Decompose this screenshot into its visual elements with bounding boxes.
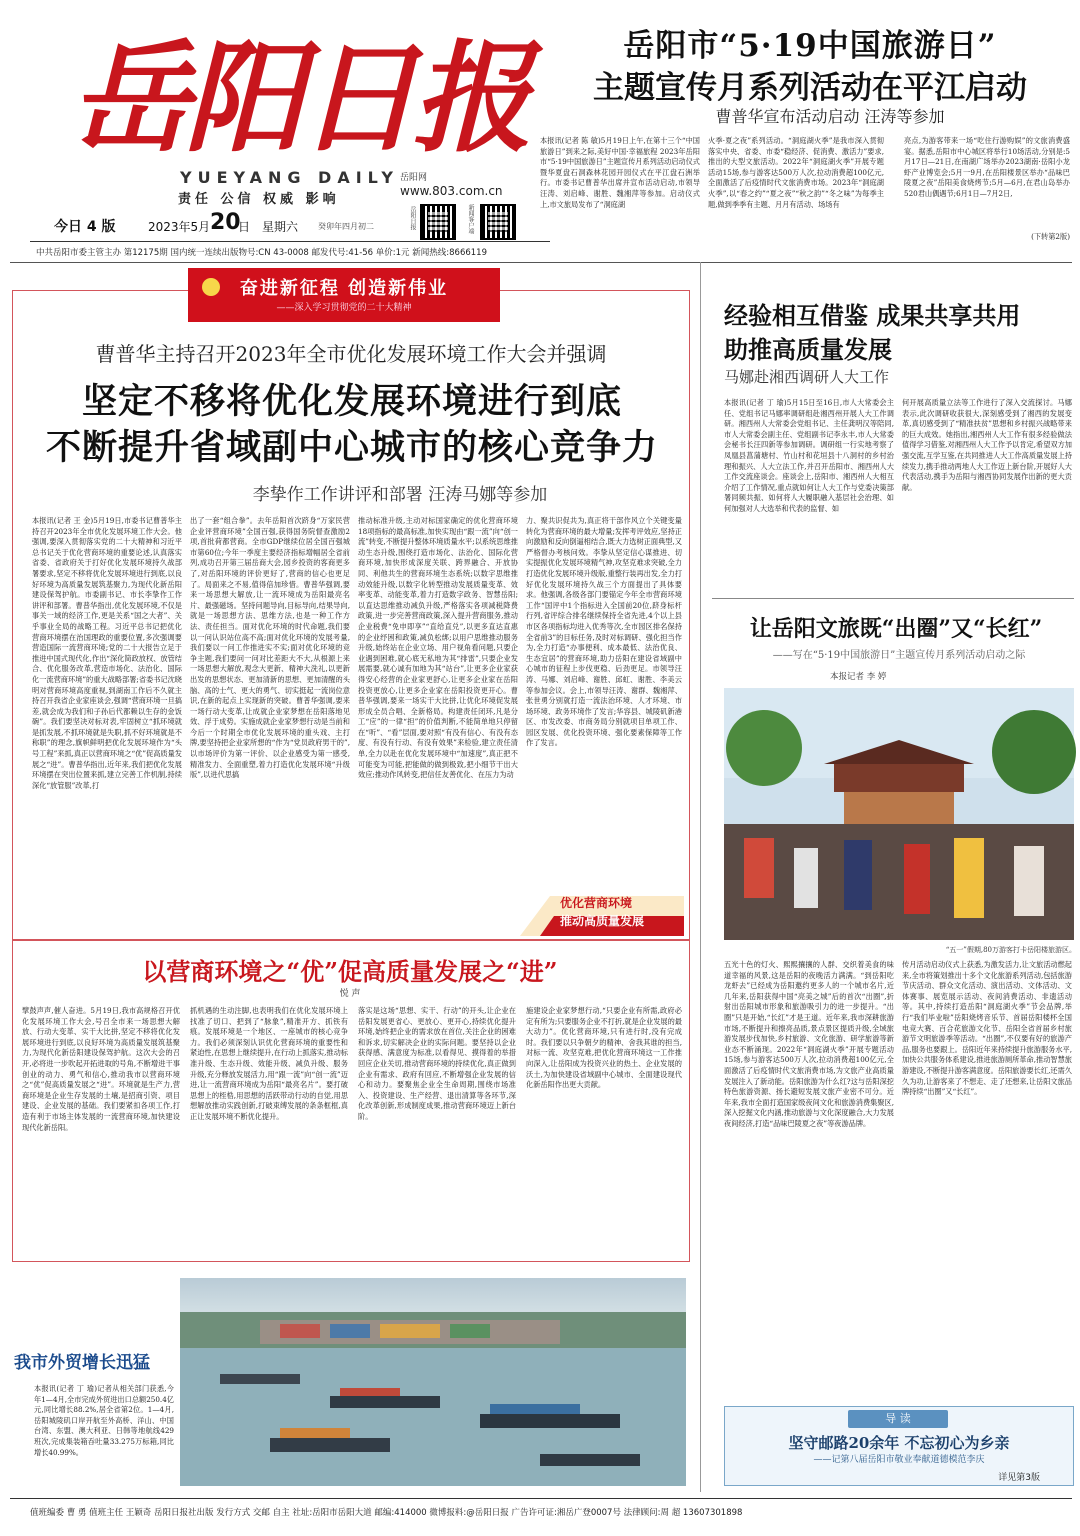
publication-info: 中共岳阳市委主管主办 第12175期 国内统一连续出版物号:CN 43-0008 邮发代号:41-56 单价:1元 新闻热线:8666119	[36, 248, 487, 258]
qr-label-1: 岳阳日报	[409, 206, 416, 230]
main-story-subhead: 李挚作工作讲评和部署 汪涛马娜等参加	[252, 485, 548, 505]
top-story-col-2: 火季·夏之夜”系列活动。“洞庭湖火季”是我市深入贯彻落实中央、省委、市委“稳经济、促消费、激活力”要求,推出的大型文旅活动。2022年“洞庭湖火季”开展专题活动15场,参与游客达500万人次,拉动消费超100亿元,全面激活了后疫情时代文旅消费市场。2023年“洞庭湖火季”,以“春之约”“夏之夜”“秋之韵”“冬之味”为每季主题,做到季季有主题、月月有活动、场场有	[708, 136, 884, 209]
site-url[interactable]: www.803.com.cn	[400, 184, 503, 198]
right-story-col-1: 本报讯(记者 丁 瑜)5月15日至16日,市人大常委会主任、党组书记马娜率调研组赴湘西州开展人大工作调研。湘西州人大常委会党组书记、主任龚明汉等陪同,市人大常委会副主任、党组副书记李永丰,市人大常委会秘书长汪四新等参加调研。调研组一行实地考察了凤凰县菖蒲塘村、竹山村和花垣县十八洞村的乡村治理和振兴、人大立法工作,并召开岳阳市、湘西州人大工作交流座谈会。座谈会上,岳阳市、湘西州人大相互介绍了工作情况,重点就如何让人大工作与党委决策部署同频共振、如何将人大履职融入基层社会治理、如何加强对人大选举和代表的监督、如	[724, 398, 894, 513]
masthead-logo	[70, 22, 526, 169]
right-story-subhead: 马娜赴湘西调研人大工作	[724, 368, 890, 386]
masthead-motto: 责任 公信 权威 影响	[178, 192, 340, 207]
commentary-col-3: 落实是这场“思想、实干、行动”的开头,让企业在岳阳发展更省心、更放心、更开心,持续优化提升环境,始终把企业的需求放在首位,关注企业的困难和诉求,切实解决企业的实际问题。要坚持以企业获得感、满意度为标准,以看得见、摸得着的举措回应企业关切,推动营商环境的持续优化,真正做到企业有需求、政府有回应,不断增强企业发展的信心和动力。要聚焦企业全生命周期,围绕市场准入、投资建设、生产经营、退出清算等各环节,深化改革创新,形成制度成果,推动营商环境迈上新台阶。	[358, 1006, 516, 1121]
commentary-headline[interactable]: 以营商环境之“优”促高质量发展之“进”	[142, 957, 558, 986]
guide-page-ref[interactable]: 详见第3版	[998, 1473, 1040, 1483]
qr-label-2: 新闻客户端	[467, 204, 474, 234]
corner-tag-line-2: 推动高质量发展	[560, 914, 645, 928]
dateline	[36, 210, 536, 240]
banner-title: 奋进新征程 创造新伟业	[239, 278, 449, 299]
lunar-date: 癸卯年四月初二	[318, 222, 374, 231]
main-story-col-3: 推动标准升级,主动对标国家确定的优化营商环境18项指标的最高标准,加快实现由“跟一流”向“创一流”转变,不断提升整体环境质量水平;以系统思维推动生态升级,围绕打造市场化、法治化、国际化营商环境,加快形成深度关联、跨界融合、开放协同、利他共生的营商环境生态系统;以数字思维推动效能升级,以数字化转型推动发展质量变革、效率变革、动能变革,着力打造数字政务、智慧岳阳;以直达思维推动减负升级,严格落实各项减税降费政策,进一步完善营商政策,深入提升营商服务,推动企业税费“免申即享”“直给直兑”,以更多直达直惠的企业纾困和政策,减负松绑;以用户思维推动服务升级,始终站在企业立场、用户视角看问题,只要企业遇到困难,就心底无私地为其“排雷”,只要企业发展需要,就心诚有加地为其“站台”,让更多企业家获得安心经营的企业家更舒心,让更多企业家在岳阳投资更放心,让更多企业家在岳阳投资更开心。曹普华强调,要来一场实干大比拼,让优化环境促发展形成全员合唱、全新格局。构建责任闭环,凡是分工“应”的一律“担”的价值判断,不能简单地只停留在“听”、“看”层面,要对照“有没有信心、有没有态度、有没有行动、有没有效果”来检验,建立责任清单,全力以赴在优化发展环境中“加速度”,真正把不可能变为可能,把能做的做到极致,把小细节干出大效应;推动作风转变,把信任友善优化、在压力为动	[358, 516, 518, 780]
guide-headline[interactable]: 坚守邮路20余年 不忘初心为乡亲	[788, 1434, 1010, 1452]
main-story-col-2: 出了一套“组合拳”。去年岳阳首次跻身“万家民营企业评营商环境”全国百强,获得国务院督查激励2项,首批荷都营商。全市GDP继续位居全国百强城市第60位;今年一季度主要经济指标增幅居全省前列,成功召开第三届岳商大会,园乡投资的客商更多了,对岳阳环境的评价更好了,营商的信心也更足了。局面来之不易,值得倍加珍惜。曹普华强调,要来一场思想大解放,让一流环境成为岳阳最亮名片、最强磁场。坚持问题导向,目标导向,结果导向,就是一场思想方法、思维方法,也是一种工作方法、责任担当。面对优化环境的时代命题,我们要以一问认识站位高不高;面对优化环境的发展考量,我们要以一问工作推进实不实;面对优化环境的竞争主题,我们要问一问对比差距大不大,从根源上来一场思想大解放,观念大更新、精神大洗礼,以更新出发的思想状态、更加清新的思想、更加清醒的头脑、高的士气、更大的勇气、切实挺起一流岗位意识,在新的起点上实现新的突破。曹普华强调,要来一场行动大变革,让成就企业家梦想在岳阳落地见效、浮于成势。实施成就企业家梦想行动是当前和今后一个时期全市优化发展环境的重头戏、主打牌,要坚持把企业家所想的“作为“党员政府男干的”,以市场评价为第一评价、以企业感受为第一感受,精准发力、全面重塑,着力打造优化发展环境“升级版”,以进代思搞	[190, 516, 350, 780]
date-year: 2023年5月	[148, 220, 211, 234]
culture-story-reporter: 本报记者 李 婷	[830, 672, 887, 682]
tourist-photo-caption: “五一”假期,80万游客打卡岳阳楼旅游区。	[945, 946, 1076, 954]
top-story-headline-1[interactable]: 岳阳市“5·19中国旅游日”	[623, 28, 997, 64]
right-story-headline-1[interactable]: 经验相互借鉴 成果共享共用	[724, 301, 1021, 330]
site-label: 岳阳网	[400, 173, 428, 183]
culture-story-col-1: 五光十色的灯火、熙熙攘攘的人群、交织着美食的味道幸福的风景,这是岳阳的夜晚活力满满。“到岳阳吃龙虾去”已经成为岳阳邀约更多人的一个城市名片,近几年来,岳阳获得中国“亮美之城”后的首次“出圈”,折射出岳阳城市形象和旅游吸引力的进一步提升。“出圈”只是开始,“长红”才是王道。近年来,我市深耕旅游市场,不断提升和擦亮品质,景点景区提质升级,全域旅游发展步伐加快,乡村旅游、文化旅游、研学旅游等新业态不断涌现。2022年“洞庭湖火季”开展专题活动15场,参与游客达500万人次,拉动消费超100亿元,全面激活了后疫情时代文旅消费市场,为文旅产业高质量发展注入了新动能。岳阳旅游为什么红?这与岳阳深挖特色旅游资源、扬长避短发展文旅产业密不可分。近年来,我市全面打造国家级夜间文化和旅游消费集聚区,深入挖掘文化内涵,推动旅游与文化深度融合,大力发展夜间经济,打造“品味巴陵夏之夜”等夜游品牌。	[724, 960, 894, 1128]
main-story-kicker: 曹普华主持召开2023年全市优化发展环境工作大会并强调	[95, 342, 607, 366]
culture-story-headline[interactable]: 让岳阳文旅既“出圈”又“长红”	[749, 616, 1043, 642]
culture-story-col-2: 传月活动启动仪式上获悉,为激发活力,让文旅活动燃起来,全市将策划推出十多个文化旅游系列活动,包括旅游节庆活动、群众文化活动、演出活动、文体活动、文体赛事、展览展示活动、夜间消费活动、非遗活动等。其中,持续打造岳阳“洞庭湖火季”节会品牌,举行“我们毕业啦”岳阳烧烤音乐节、首届岳阳楼杯全国电竞大赛、百合花旅游文化节、岳阳全省首届乡村旅游节文明旅游季等活动。“出圈”,不仅要有好的旅游产品,服务也要跟上。岳阳近年来持续提升旅游服务水平,加快公共服务体系建设,推进旅游厕所革命,推动智慧旅游建设,不断提升游客满意度。岳阳旅游要长红,还需久久为功,让游客来了不想走、走了还想来,让岳阳文旅品牌持续“出圈”又“长红”。	[902, 960, 1072, 1097]
banner-subtitle: ——深入学习贯彻党的二十大精神	[276, 303, 412, 313]
top-story-headline-2[interactable]: 主题宣传月系列活动在平江启动	[593, 70, 1027, 106]
main-story-col-1: 本报讯(记者 王 金)5月19日,市委书记曹普华主持召开2023年全市优化发展环境工作大会。他强调,要深入贯彻落实党的二十大精神和习近平总书记关于优化营商环境的重要论述,认真落实省委、省政府关于打好优化发展环境持久战部署要求,坚定不移将优化发展环境进行到底,以良好环境为高质量发展筑基聚力,为现代化新岳阳建设保驾护航。市委副书记、市长李挚作工作讲评和部署。曹普华指出,优化发展环境,不仅是事关一域的经济工作,更是关系“国之大者”、关乎事业全局的战略工程。习近平总书记把优化营商环境摆在治国理政的重要位置,多次强调要营造国际一流营商环境;党的二十大报告立足于推进中国式现代化,作出“深化简政放权、放管结合、优化服务改革,营造市场化、法治化、国际化一流营商环境”的重大战略部署;省委书记沈晓明对营商环境高度重视,到湖南工作后不久就主持召开我省企业家座谈会,强调“营商环境一旦搞差,就会成为我们和子孙后代都赖以生存的金饭碗”。我们要坚决对标对表,牢固树立“抓环境就是抓发展,不抓环境就是失职,抓不好环境就是不称职”的理念,旗帜鲜明把优化发展环境作为“头号工程”来抓,真正以营商环境之“优”促高质量发展之“进”。曹普华指出,近年来,我们把优化发展环境摆在突出位置来抓,建立完善工作机制,持续深化“放管服”改革,打	[32, 516, 182, 790]
right-story-col-2: 何开展高质量立法等工作进行了深入交流探讨。马娜表示,此次调研收获很大,深刻感受到了湘西的发展变革,真切感受到了“精准扶贫”思想和乡村振兴战略带来的巨大成效。她指出,湘西州人大工作有很多经验做法值得学习借鉴,对湘西州人大工作予以肯定,希望双方加强交流,互学互鉴,在共同推进人大工作高质量发展上持续发力,携手推动两地人大工作迈上新台阶,开展好人大代表活动,携手为岳阳与湘西协同发展作出新的更大贡献。	[902, 398, 1072, 492]
commentary-col-2: 抓机遇的生动注脚,也表明我们在优化发展环境上找准了切口、把到了“脉象”,精准开方、抓铁有痕。发展环境是一个地区、一座城市的核心竞争力。我们必须深刻认识优化营商环境的重要性和紧迫性,在思想上继续提升,在行动上抓落实,推动标准升级、生态升级、效能升级、减负升级、服务升级,充分释放发展活力,用“跟一流”向“创一流”迈进,让一流营商环境成为岳阳“最亮名片”。要打破思想上的桎梏,用思想的活跃带动行动的自觉,用思想解放推动实践创新,打破束缚发展的条条框框,真正让发展环境不断优化提升。	[190, 1006, 348, 1121]
corner-tag-line-1: 优化营商环境	[560, 896, 633, 910]
guide-subhead: ——记第八届岳阳市敬业奉献道德模范李庆	[813, 1455, 985, 1465]
right-story-headline-2[interactable]: 助推高质量发展	[724, 335, 892, 364]
trade-story-headline[interactable]: 我市外贸增长迅猛	[14, 1353, 150, 1373]
footer-info: 值班编委 曹 勇 值班主任 王颖奇 岳阳日报社出版 发行方式 交邮 自主 社址:岳阳市岳阳大道 邮编:414000 微博报料:@岳阳日报 广告许可证:湘岳广登0007号 法律顾问:周 超 13607301898	[30, 1508, 743, 1518]
top-story-subhead: 曹普华宣布活动启动 汪涛等参加	[715, 107, 945, 126]
svg-text:岳阳日报: 岳阳日报	[70, 28, 526, 169]
main-story-headline-1[interactable]: 坚定不移将优化发展环境进行到底	[81, 381, 622, 422]
commentary-col-4: 施建设企业家梦想行动,“只要企业有所需,政府必定有所为;只要服务企业不打折,就是企业发展的最大动力”。优化营商环境,只有进行时,没有完成时。我们要以只争朝夕的精神、舍我其谁的担当,对标一流、攻坚克难,把优化营商环境这一工作推向深入,让岳阳成为投资兴业的热土、企业发展的沃土,为加快建设省域副中心城市、全面建设现代化新岳阳作出更大贡献。	[526, 1006, 682, 1090]
masthead-english: YUEYANG DAILY	[180, 168, 399, 187]
date-day-unit: 日	[238, 220, 251, 234]
guide-label: 导 读	[848, 1410, 948, 1428]
commentary-author: 悦 声	[339, 989, 361, 999]
trade-story-body: 本报讯(记者 丁 瑜)记者从相关部门获悉,今年1—4月,全市完成外贸进出口总额250.4亿元,同比增长88.2%,居全省第2位。1—4月,岳阳城陵矶口岸开航至外高桥、洋山、中国台湾、东盟、澳大利亚、日韩等地航线429班次,完成集装箱吞吐量33.275万标箱,同比增长40.99%。	[34, 1384, 174, 1457]
main-story-headline-2[interactable]: 不断提升省域副中心城市的核心竞争力	[45, 427, 658, 468]
main-story-col-4: 力、聚共识促共为,真正将干部作风立个关键变量转化为营商环境的最大增量;发挥考评效应,坚持正向激励和反向倒逼相结合,既大力选树正面典型,又严格督办考核问效。李挚从坚定信心谋推进、切实提振优化发展环境精气神,攻坚克难求突破,全力打造优化发展环境升级版,重整行装再出发,全力打好优化发展环境持久战三个方面提出了具体要求。他强调,各级各部门要锚定今年全市营商环境工作“国评中1个指标进入全国前20位,跻身标杆行列,省评综合排名继续保持全省先进,4个以上县市区各项指标均进入优秀等次,全市园区排名保持全省前3”的目标任务,及时对标调研、强化担当作为,全力打造“办事便利、成本最低、法治优良、生态宜居”的营商环境,助力岳阳在建设省域副中心城市的征程上步伐更稳、后劲更足。市领导汪涛、马娜、刘启峰、谢胜、邱虹、谢胜、李美云等参加会议。会上,市领导汪涛、谢群、魏湘萍、张世勇分别就打造一流法治环境、人才环境、市场环境、政务环境作了发言;华容县、城陵矶新港区、市发改委、市商务局分别就项目单项工作、园区发展、优化投资环境、强化要素保障等工作作了发言。	[526, 516, 682, 748]
tourist-crowd-photo	[724, 688, 1074, 940]
top-story-col-1: 本报讯(记者 陈 敏)5月19日上午,在第十三个“中国旅游日”到来之际,美好中国·幸福旅程 2023年岳阳市“5·19中国旅游日”主题宣传月系列活动启动仪式暨华夏盘石洞森林花园开园仪式在平江盘石洲举行。市委书记曹普华出席并宣布活动启动,市领导汪涛、刘启峰、谢胜、魏湘萍等参加。启动仪式上,市文旅局发布了“洞庭湖	[540, 136, 700, 209]
weekday: 星期六	[262, 220, 299, 234]
feature-banner	[188, 268, 500, 322]
port-photo	[180, 1278, 686, 1486]
top-story-col-3: 亮点,为游客带来一场“吃住行游购娱”的文旅消费盛宴。据悉,岳阳市中心城区将举行10场活动,分别是:5月17日—21日,在南湖广场举办2023湖南·岳阳小龙虾产业博览会;5月一9月,在岳阳楼景区举办“品味巴陵夏之夜”岳阳美食烧烤节;5月—6月,在君山岛举办520君山偶遇节;6月1日—7月2日,	[904, 136, 1070, 198]
edition-count: 今日 4 版	[54, 219, 116, 235]
date-day: 20	[210, 210, 241, 235]
culture-story-subhead: ——写在“5·19中国旅游日”主题宣传月系列活动启动之际	[772, 650, 1026, 661]
top-story-continued[interactable]: (下转第2版)	[1031, 232, 1070, 241]
commentary-col-1: 擘鼓声声,催人奋进。5月19日,我市高规格召开优化发展环境工作大会,号召全市来一场思想大解放、行动大变革、实干大比拼,坚定不移将优化发展环境进行到底,以良好环境为高质量发展筑基聚力,为现代化新岳阳建设保驾护航。这次大会的召开,必将进一步吹起开拓进取的号角,不断增进干事创业的动力、勇气和信心,推动我市以营商环境之“优”促高质量发展之“进”。环境就是生产力,营商环境是企业生存发展的土壤,是招商引资、项目建设、企业发展的基础。我们要紧扣各项工作,打造有利于市场主体发展的一流营商环境,加快建设现代化新岳阳。	[22, 1006, 180, 1132]
